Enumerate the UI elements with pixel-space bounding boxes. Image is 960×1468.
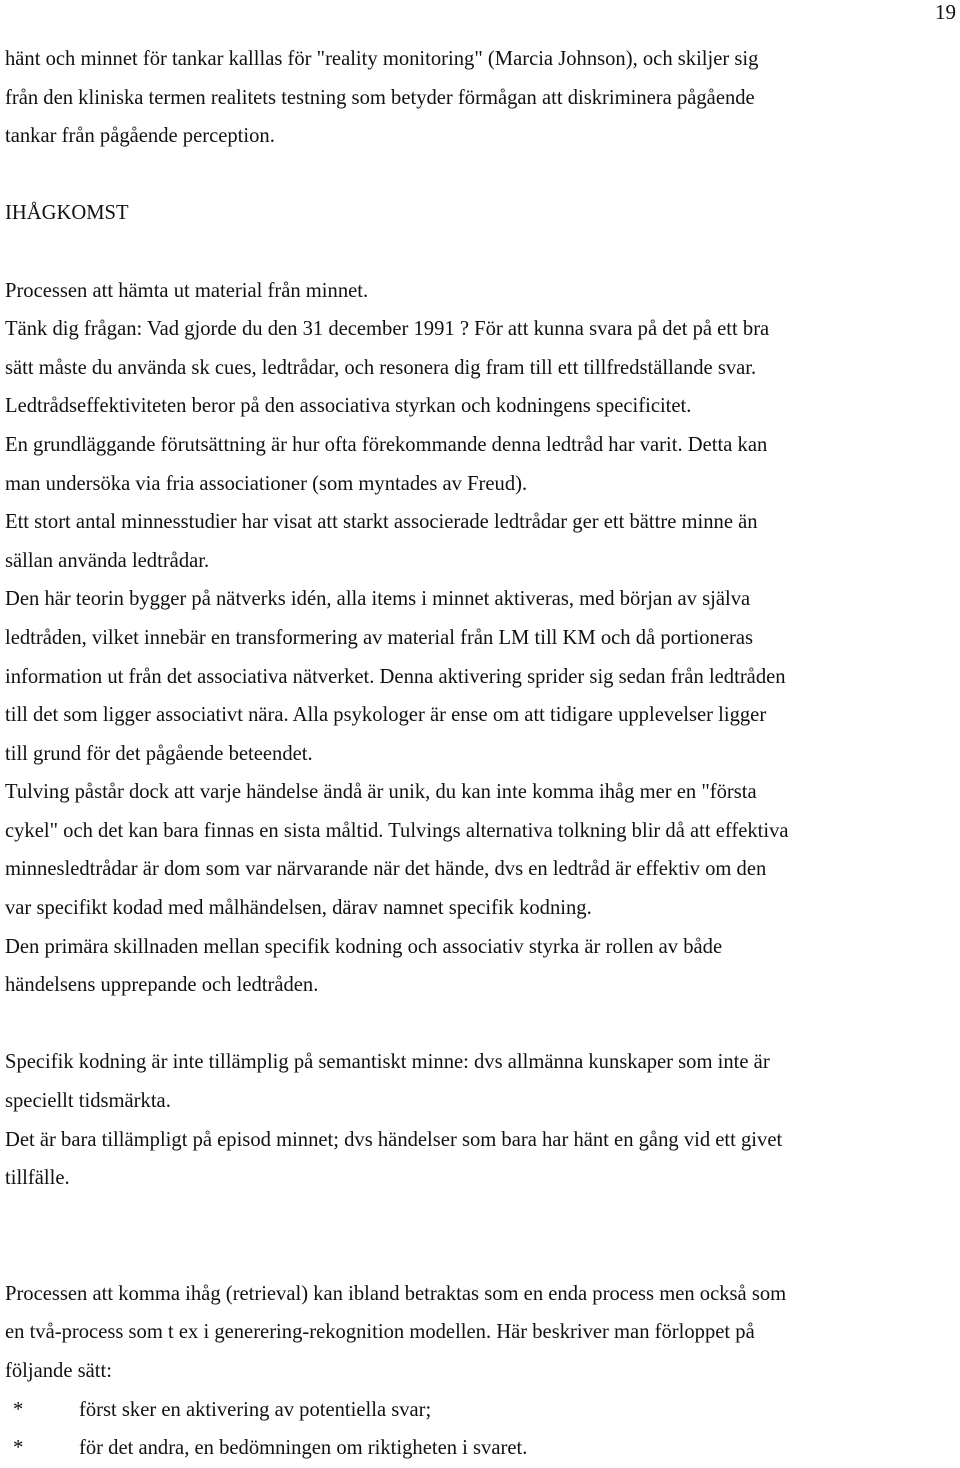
text-line: Den primära skillnaden mellan specifik kodning och associativ styrka är rollen av både bbox=[5, 935, 723, 958]
text-line: cykel" och det kan bara finnas en sista måltid. Tulvings alternativa tolkning blir då att effektiva bbox=[5, 819, 789, 842]
text-line: ledtråden, vilket innebär en transformering av material från LM till KM och då portioneras bbox=[5, 626, 753, 649]
text-line: speciellt tidsmärkta. bbox=[5, 1090, 171, 1113]
text-line: Processen att komma ihåg (retrieval) kan ibland betraktas som en enda process men också som bbox=[5, 1282, 787, 1305]
text-line: Ledtrådseffektiviteten beror på den associativa styrkan och kodningens specificitet. bbox=[5, 395, 692, 418]
page-number: 19 bbox=[935, 0, 956, 24]
text-line: sätt måste du använda sk cues, ledtrådar, och resonera dig fram till ett tillfredställande svar. bbox=[5, 356, 757, 379]
text-line: Tulving påstår dock att varje händelse ändå är unik, du kan inte komma ihåg mer en "första bbox=[5, 781, 757, 804]
text-line: tankar från pågående perception. bbox=[5, 125, 275, 148]
list-item-text: först sker en aktivering av potentiella svar; bbox=[79, 1398, 432, 1421]
text-line: till grund för det pågående beteendet. bbox=[5, 742, 313, 765]
text-line: information ut från det associativa nätverket. Denna aktivering sprider sig sedan från ledtråden bbox=[5, 665, 786, 688]
section-heading: IHÅGKOMST bbox=[5, 202, 129, 225]
text-line: Det är bara tillämpligt på episod minnet; dvs händelser som bara har hänt en gång vid ett givet bbox=[5, 1128, 783, 1151]
text-line: en två-process som t ex i generering-rekognition modellen. Här beskriver man förloppet på bbox=[5, 1321, 755, 1344]
retrieval-paragraph bbox=[5, 1275, 957, 1391]
text-line: Ett stort antal minnesstudier har visat att starkt associerade ledtrådar ger ett bättre minne än bbox=[5, 511, 758, 534]
text-line: Den här teorin bygger på nätverks idén, alla items i minnet aktiveras, med början av själva bbox=[5, 588, 751, 611]
document-body bbox=[5, 40, 957, 1468]
bullet-marker: * bbox=[13, 1398, 24, 1421]
text-line: En grundläggande förutsättning är hur ofta förekommande denna ledtråd har varit. Detta kan bbox=[5, 433, 768, 456]
text-line: var specifikt kodad med målhändelsen, därav namnet specifik kodning. bbox=[5, 897, 592, 920]
text-line: tillfälle. bbox=[5, 1167, 70, 1190]
text-line: man undersöka via fria associationer (som myntades av Freud). bbox=[5, 472, 528, 495]
text-line: hänt och minnet för tankar kalllas för "reality monitoring" (Marcia Johnson), och skiljer sig bbox=[5, 48, 759, 70]
main-paragraphs bbox=[5, 272, 957, 1005]
list-item bbox=[5, 1391, 957, 1430]
bullet-list bbox=[5, 1391, 957, 1468]
text-line: sällan använda ledtrådar. bbox=[5, 549, 210, 572]
text-line: händelsens upprepande och ledtråden. bbox=[5, 974, 319, 997]
list-item-text: för det andra, en bedömningen om riktigheten i svaret. bbox=[79, 1437, 528, 1460]
bullet-marker: * bbox=[13, 1437, 24, 1460]
text-line: följande sätt: bbox=[5, 1360, 112, 1382]
list-item bbox=[5, 1429, 957, 1468]
text-line: från den kliniska termen realitets testning som betyder förmågan att diskriminera pågående bbox=[5, 86, 755, 109]
text-line: minnesledtrådar är dom som var närvarande när det hände, dvs en ledtråd är effektiv om den bbox=[5, 858, 767, 881]
text-line: till det som ligger associativt nära. Alla psykologer är ense om att tidigare upplevelser ligger bbox=[5, 704, 767, 727]
spacer bbox=[5, 1005, 957, 1044]
spacer bbox=[5, 156, 957, 195]
specific-coding-paragraph bbox=[5, 1043, 957, 1197]
spacer bbox=[5, 1198, 957, 1275]
text-line: Tänk dig frågan: Vad gjorde du den 31 december 1991 ? För att kunna svara på det på ett bra bbox=[5, 318, 770, 341]
spacer bbox=[5, 233, 957, 272]
intro-paragraph bbox=[5, 40, 957, 156]
text-line: Specifik kodning är inte tillämplig på semantiskt minne: dvs allmänna kunskaper som inte är bbox=[5, 1051, 770, 1074]
text-line: Processen att hämta ut material från minnet. bbox=[5, 279, 369, 302]
